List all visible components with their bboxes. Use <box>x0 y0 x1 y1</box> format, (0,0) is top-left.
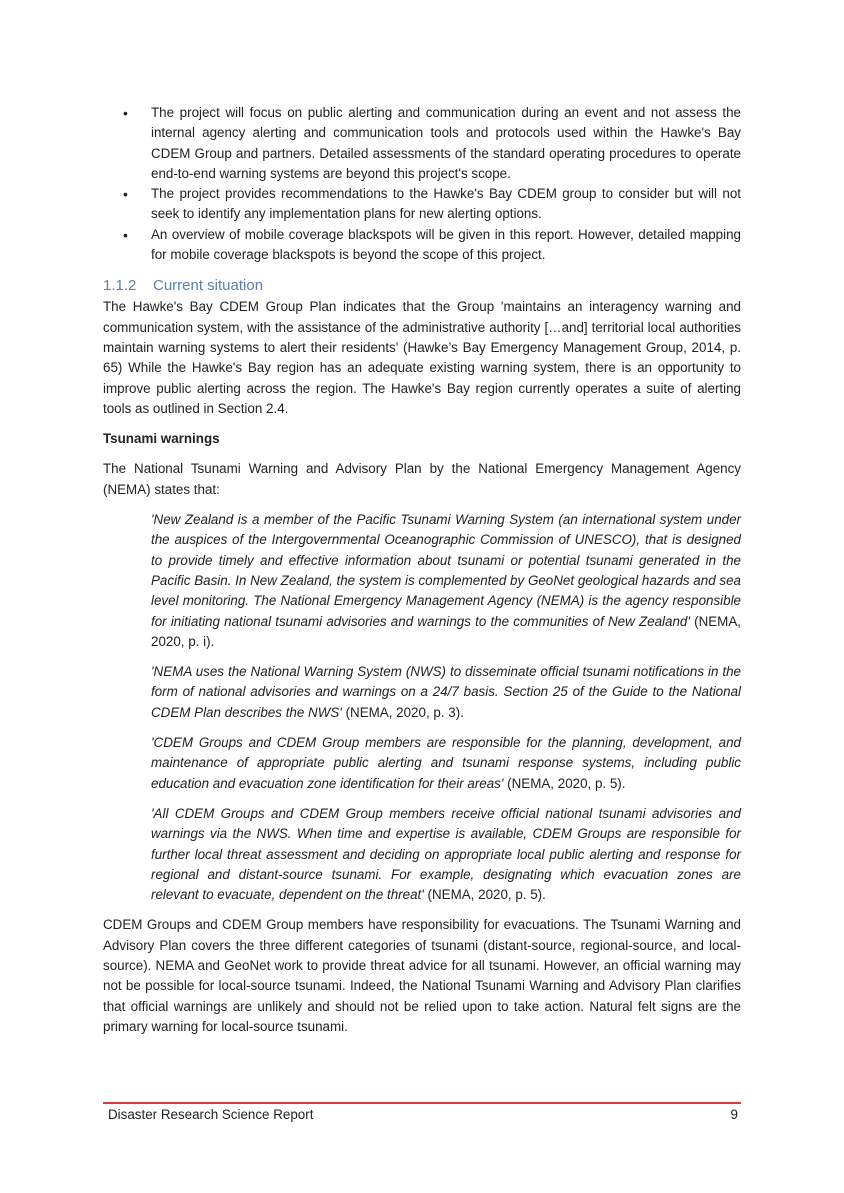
footer-page-number: 9 <box>730 1107 738 1122</box>
bullet-item <box>103 103 741 184</box>
quote-citation: (NEMA, 2020, p. i). <box>151 613 741 649</box>
block-quote <box>151 510 741 652</box>
footer-divider <box>103 1102 741 1104</box>
block-quote <box>151 662 741 723</box>
block-quote <box>151 804 741 905</box>
evacuation-paragraph: CDEM Groups and CDEM Group members have responsibility for evacuations. The Tsunami Warning and Advisory Plan covers the three different categories of tsunami (distant-source, regional-source, and local-source). NEMA and GeoNet work to provide threat advice for all tsunami. However, an official warning may not be possible for local-source tsunami. Indeed, the National Tsunami Warning and Advisory Plan clarifies that official warnings are unlikely and should not be relied upon to take action. Natural felt signs are the primary warning for local-source tsunami. <box>103 917 741 1034</box>
quote-text: 'All CDEM Groups and CDEM Group members receive official national tsunami advisories and warnings via the NWS. When time and expertise is available, CDEM Groups are responsible for further local threat assessment and deciding on appropriate local public alerting and response for regional and distant-source tsunami. For example, designating which evacuation zones are relevant to evacuate, dependent on the threat' <box>151 805 741 903</box>
quote-text: 'New Zealand is a member of the Pacific Tsunami Warning System (an international system under the auspices of the Intergovernmental Oceanographic Commission of UNESCO), that is designed to provide timely and effective information about tsunami or potential tsunami generated in the Pacific Basin. In New Zealand, the system is complemented by GeoNet geological hazards and sea level monitoring. The National Emergency Management Agency (NEMA) is the agency responsible for initiating national tsunami advisories and warnings to the communities of New Zealand' <box>151 512 741 629</box>
page-footer <box>108 1107 738 1122</box>
quote-citation: (NEMA, 2020, p. 5). <box>423 887 546 903</box>
block-quote <box>151 733 741 794</box>
bullet-item <box>103 225 741 266</box>
bullet-icon: • <box>123 186 128 203</box>
bullet-text: The project provides recommendations to the Hawke's Bay CDEM group to consider but will not seek to identify any implementation plans for new alerting options. <box>151 186 741 222</box>
quote-text: 'CDEM Groups and CDEM Group members are responsible for the planning, development, and maintenance of appropriate public alerting and tsunami response systems, including public education and evacuation zone identification for their areas' <box>151 735 741 791</box>
current-situation-paragraph: The Hawke's Bay CDEM Group Plan indicates that the Group 'maintains an interagency warning and communication system, with the assistance of the administrative authority […and] territorial local authorities maintain warning systems to alert their residents' (Hawke’s Bay Emergency Management Group, 2014, p. 65) While the Hawke's Bay region has an adequate existing warning system, there is an opportunity to improve public alerting across the region. The Hawke's Bay region currently operates a suite of alerting tools as outlined in Section 2.4. <box>103 299 741 416</box>
nema-intro-paragraph: The National Tsunami Warning and Advisory Plan by the National Emergency Management Agency (NEMA) states that: <box>103 461 741 497</box>
bullet-text: An overview of mobile coverage blackspots will be given in this report. However, detailed mapping for mobile coverage blackspots is beyond the scope of this project. <box>151 226 741 263</box>
scope-bullet-list <box>103 103 741 265</box>
bullet-text: The project will focus on public alerting and communication during an event and not assess the internal agency alerting and communication tools and protocols used within the Hawke's Bay CDEM Group and partners. Detailed assessments of the standard operating procedures to operate end-to-end warning systems are beyond this project's scope. <box>151 105 741 181</box>
section-title: Current situation <box>153 277 264 295</box>
quote-citation: (NEMA, 2020, p. 5). <box>503 775 626 791</box>
quote-citation: (NEMA, 2020, p. 3). <box>341 704 464 720</box>
section-heading <box>103 275 741 297</box>
subheading-tsunami-warnings: Tsunami warnings <box>103 431 220 447</box>
section-number: 1.1.2 <box>103 277 137 295</box>
quote-text: 'NEMA uses the National Warning System (NWS) to disseminate official tsunami notifications in the form of national advisories and warnings on a 24/7 basis. Section 25 of the Guide to the National CDEM Plan describes the NWS' <box>151 664 741 720</box>
bullet-icon: • <box>123 105 128 121</box>
page-body <box>103 103 741 1047</box>
bullet-item <box>103 184 741 225</box>
footer-report-title: Disaster Research Science Report <box>108 1107 314 1122</box>
bullet-icon: • <box>123 226 128 243</box>
